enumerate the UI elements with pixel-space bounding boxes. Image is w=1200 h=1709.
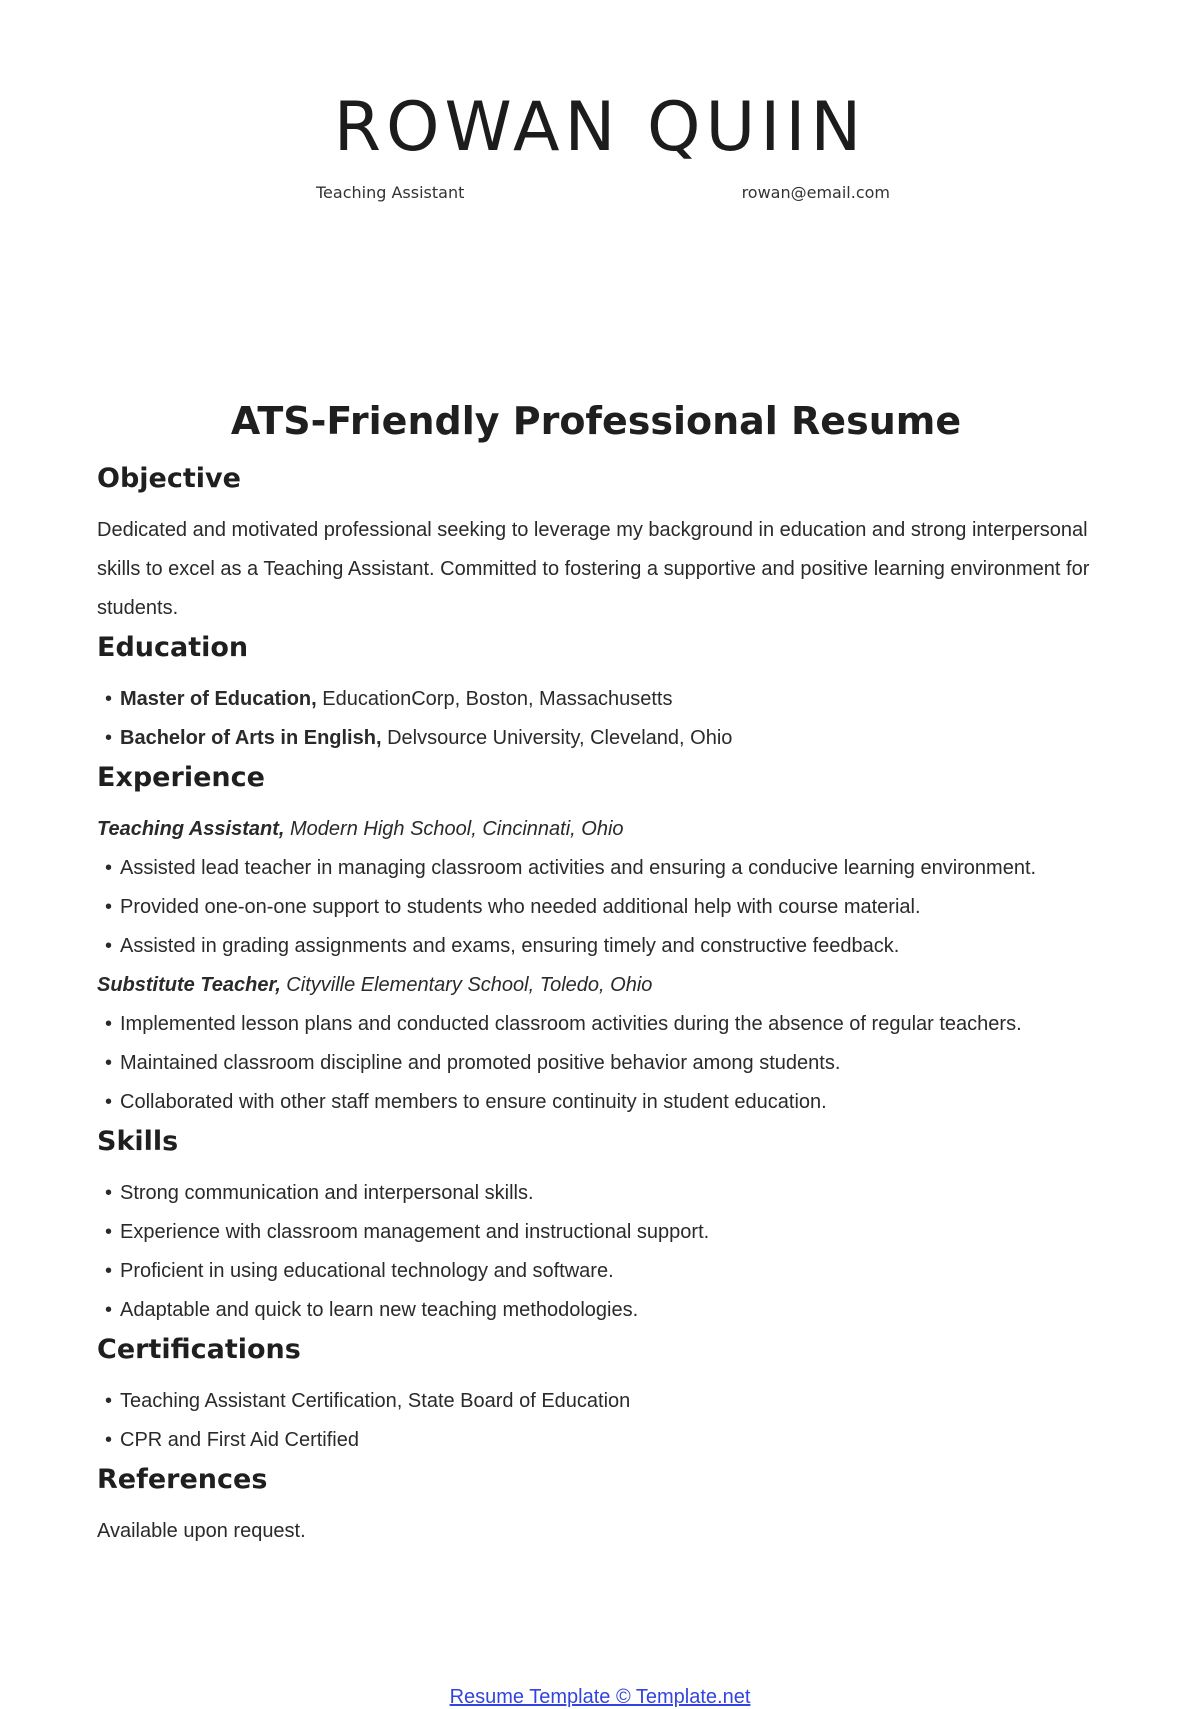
list-item	[97, 719, 1107, 758]
job-title-text: Substitute Teacher,	[97, 974, 281, 996]
job-title-text: Teaching Assistant,	[97, 818, 285, 840]
contact-row	[316, 183, 890, 202]
job-title: Teaching Assistant	[316, 183, 465, 202]
degree-name: Bachelor of Arts in English,	[120, 727, 382, 749]
objective-text: Dedicated and motivated professional seeking to leverage my background in education and strong interpersonal skills to excel as a Teaching Assistant. Committed to fostering a supportive and positive learning environment for students.	[97, 519, 1090, 619]
job-role	[97, 966, 1107, 1005]
job-bullets	[97, 1005, 1107, 1122]
degree-detail: EducationCorp, Boston, Massachusetts	[316, 688, 673, 710]
email-address: rowan@email.com	[741, 183, 890, 202]
degree-detail: Delvsource University, Cleveland, Ohio	[381, 727, 733, 749]
skills-list	[97, 1174, 1107, 1330]
list-item: • Proficient in using educational technology and software.	[97, 1252, 1107, 1291]
references-heading: References	[97, 1464, 268, 1495]
list-item: • Strong communication and interpersonal skills.	[97, 1174, 1107, 1213]
list-item: • CPR and First Aid Certified	[97, 1421, 1107, 1460]
candidate-name: ROWAN QUIIN	[333, 88, 867, 167]
certifications-heading: Certifications	[97, 1334, 301, 1365]
job-place: Modern High School, Cincinnati, Ohio	[284, 818, 624, 840]
education-heading: Education	[97, 632, 249, 663]
list-item: • Experience with classroom management and instructional support.	[97, 1213, 1107, 1252]
list-item: • Implemented lesson plans and conducted classroom activities during the absence of regular teachers.	[97, 1005, 1107, 1044]
list-item: • Assisted lead teacher in managing classroom activities and ensuring a conducive learning environment.	[97, 849, 1107, 888]
list-item: • Adaptable and quick to learn new teaching methodologies.	[97, 1291, 1107, 1330]
experience-heading: Experience	[97, 762, 265, 793]
document-title: ATS-Friendly Professional Resume	[230, 399, 962, 443]
degree-name: Master of Education,	[120, 688, 317, 710]
education-list	[97, 680, 1107, 758]
list-item: • Assisted in grading assignments and exams, ensuring timely and constructive feedback.	[97, 927, 1107, 966]
list-item: • Teaching Assistant Certification, State Board of Education	[97, 1382, 1107, 1421]
objective-heading: Objective	[97, 463, 241, 494]
skills-heading: Skills	[97, 1126, 179, 1157]
list-item: • Collaborated with other staff members to ensure continuity in student education.	[97, 1083, 1107, 1122]
template-credit-link[interactable]: Resume Template © Template.net	[449, 1686, 751, 1708]
job-place: Cityville Elementary School, Toledo, Ohio	[280, 974, 653, 996]
resume-body	[97, 395, 1107, 1551]
references-text: Available upon request.	[97, 1520, 306, 1542]
certifications-list	[97, 1382, 1107, 1460]
list-item	[97, 680, 1107, 719]
list-item: • Provided one-on-one support to students who needed additional help with course material.	[97, 888, 1107, 927]
list-item: • Maintained classroom discipline and promoted positive behavior among students.	[97, 1044, 1107, 1083]
job-bullets	[97, 849, 1107, 966]
job-role	[97, 810, 1107, 849]
